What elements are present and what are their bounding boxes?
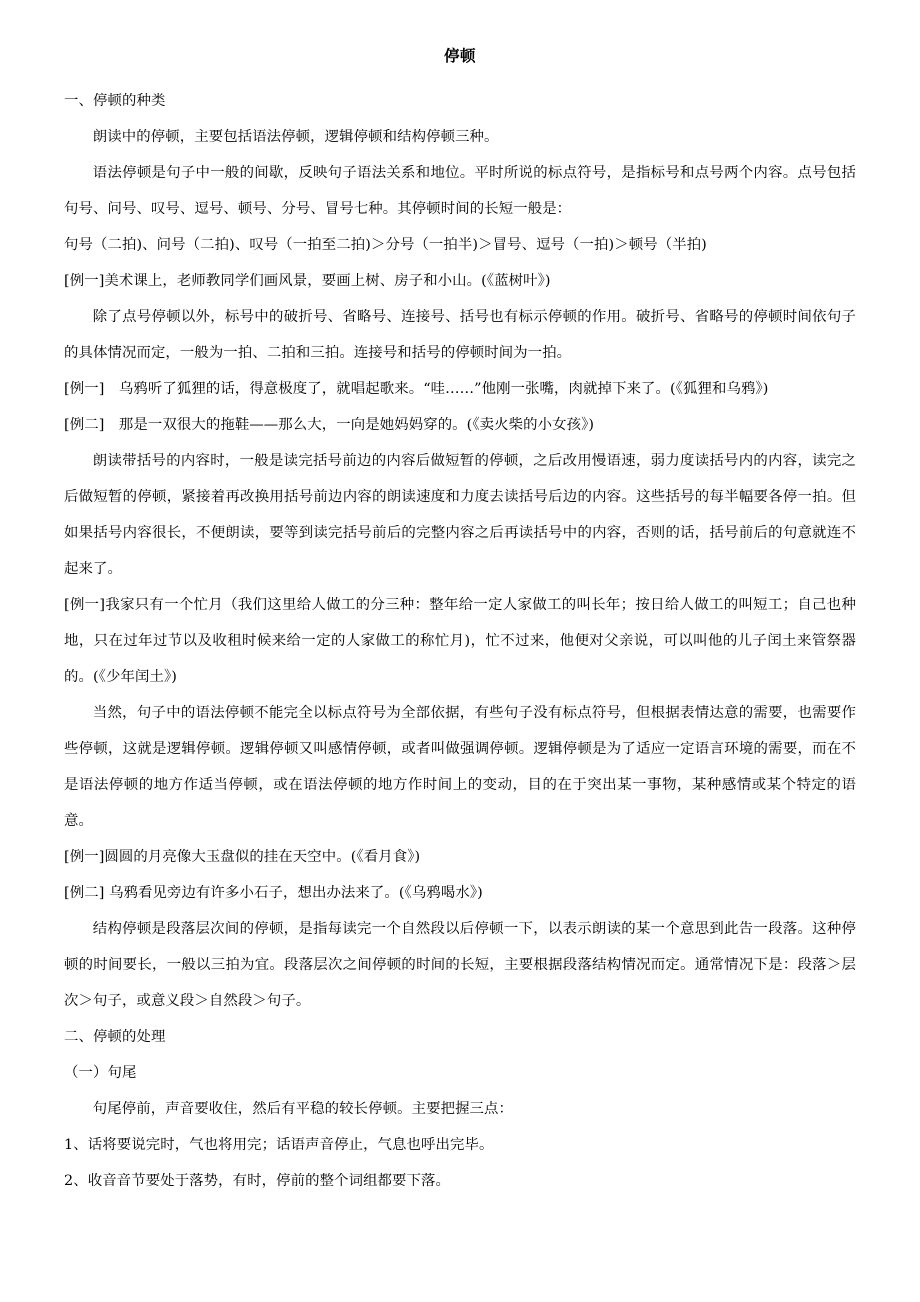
point-1: 1、话将要说完时，气也将用完；话语声音停止，气息也呼出完毕。 bbox=[64, 1136, 494, 1153]
section-2-heading: 二、停顿的处理 bbox=[64, 1028, 166, 1045]
para-kinds-intro: 朗读中的停顿，主要包括语法停顿，逻辑停顿和结构停顿三种。 bbox=[92, 128, 499, 145]
document-body bbox=[64, 83, 856, 1199]
example-watch-moon-eclipse: [例一]圆圆的月亮像大玉盘似的挂在天空中。(《看月食》) bbox=[64, 848, 421, 865]
para-grammar-pause: 语法停顿是句子中一般的间歇，反映句子语法关系和地位。平时所说的标点符号，是指标号和点号两个内容。点号包括句号、问号、叹号、逗号、顿号、分号、冒号七种。其停顿时间的长短一般是： bbox=[64, 164, 856, 217]
example-blue-leaf: [例一]美术课上，老师教同学们画风景，要画上树、房子和小山。(《蓝树叶》) bbox=[64, 272, 551, 289]
para-marks-pause: 除了点号停顿以外，标号中的破折号、省略号、连接号、括号也有标示停顿的作用。破折号、省略号的停顿时间依句子的具体情况而定，一般为一拍、二拍和三拍。连接号和括号的停顿时间为一拍。 bbox=[64, 308, 856, 361]
example-fox-and-crow: [例一] 乌鸦听了狐狸的话，得意极度了，就唱起歌来。“哇……”他刚一张嘴，肉就掉下来了。(《狐狸和乌鸦》) bbox=[64, 380, 769, 397]
subsection-1-heading: （一）句尾 bbox=[64, 1064, 137, 1081]
point-2: 2、收音音节要处于落势，有时，停前的整个词组都要下落。 bbox=[64, 1172, 451, 1189]
para-logic-pause: 当然，句子中的语法停顿不能完全以标点符号为全部依据，有些句子没有标点符号，但根据表情达意的需要，也需要作些停顿，这就是逻辑停顿。逻辑停顿又叫感情停顿，或者叫做强调停顿。逻辑停顿是为了适应一定语言环境的需要，而在不是语法停顿的地方作适当停顿，或在语法停顿的地方作时间上的变动，目的在于突出某一事物，某种感情或某个特定的语意。 bbox=[64, 704, 856, 829]
para-structure-pause: 结构停顿是段落层次间的停顿，是指每读完一个自然段以后停顿一下，以表示朗读的某一个意思到此告一段落。这种停顿的时间要长，一般以三拍为宜。段落层次之间停顿的时间的长短，主要根据段落结构情况而定。通常情况下是：段落＞层次＞句子，或意义段＞自然段＞句子。 bbox=[64, 920, 856, 1009]
para-sentence-end: 句尾停前，声音要收住，然后有平稳的较长停顿。主要把握三点： bbox=[92, 1100, 514, 1117]
page-title: 停顿 bbox=[443, 47, 476, 65]
para-duration-order: 句号（二拍)、问号（二拍)、叹号（一拍至二拍)＞分号（一拍半)＞冒号、逗号（一拍)＞顿号（半拍) bbox=[64, 236, 707, 253]
section-1-heading: 一、停顿的种类 bbox=[64, 92, 166, 109]
para-parentheses-reading: 朗读带括号的内容时，一般是读完括号前边的内容后做短暂的停顿，之后改用慢语速，弱力度读括号内的内容，读完之后做短暂的停顿，紧接着再改换用括号前边内容的朗读速度和力度去读括号后边的内容。这些括号的每半幅要各停一拍。但如果括号内容很长，不便朗读，要等到读完括号前后的完整内容之后再读括号中的内容，否则的话，括号前后的句意就连不起来了。 bbox=[64, 452, 856, 577]
example-young-runtu: [例一]我家只有一个忙月（我们这里给人做工的分三种：整年给一定人家做工的叫长年；按日给人做工的叫短工；自己也种地，只在过年过节以及收租时候来给一定的人家做工的称忙月)，忙不过来，他便对父亲说，可以叫他的儿子闰土来管祭器的。(《少年闰土》) bbox=[64, 596, 856, 685]
example-crow-drinks-water: [例二] 乌鸦看见旁边有许多小石子，想出办法来了。(《乌鸦喝水》) bbox=[64, 884, 483, 901]
example-little-match-girl: [例二] 那是一双很大的拖鞋——那么大，一向是她妈妈穿的。(《卖火柴的小女孩》) bbox=[64, 416, 595, 433]
